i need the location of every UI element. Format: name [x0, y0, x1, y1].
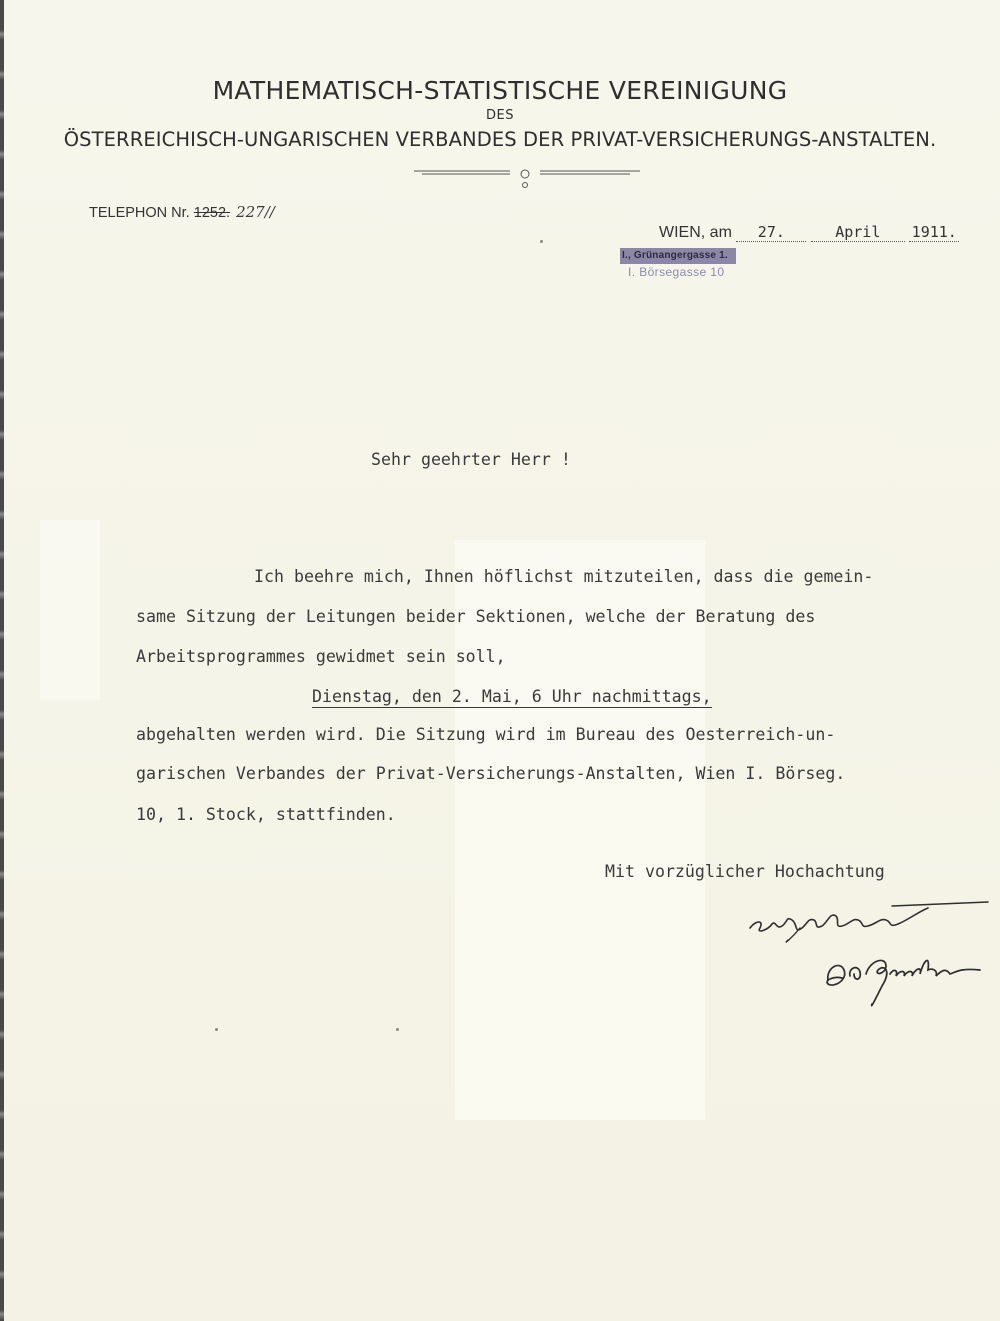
- paper-watermark-left: [40, 520, 100, 700]
- paper-torn-edge: [0, 0, 4, 1321]
- place-date-line: [659, 223, 959, 242]
- telephone-number: [89, 203, 275, 221]
- address-stamp: [620, 247, 736, 280]
- body-line: Arbeitsprogrammes gewidmet sein soll,: [136, 647, 506, 666]
- date-day: 27.: [736, 223, 806, 242]
- body-line: abgehalten werden wird. Die Sitzung wird im Bureau des Oesterreich-un-: [136, 725, 836, 744]
- body-line: Ich beehre mich, Ihnen höflichst mitzuteilen, dass die gemein-: [254, 567, 874, 586]
- place-label: WIEN, am: [659, 224, 732, 241]
- paper-speck: [215, 1028, 218, 1031]
- letterhead-ornament: [412, 163, 642, 191]
- signature-name: [820, 940, 995, 1015]
- body-line: same Sitzung der Leitungen beider Sektionen, welche der Beratung des: [136, 607, 816, 626]
- closing: Mit vorzüglicher Hochachtung: [605, 862, 885, 881]
- body-line: 10, 1. Stock, stattfinden.: [136, 805, 396, 824]
- telephone-old-number: 1252.: [193, 205, 231, 221]
- date-year: 1911.: [909, 223, 959, 242]
- telephone-label: TELEPHON Nr.: [89, 205, 190, 221]
- address-stamp-old: I., Grünangergasse 1.: [620, 248, 736, 264]
- date-month: April: [811, 223, 905, 242]
- paper-speck: [396, 1028, 399, 1031]
- letterhead-subtitle: ÖSTERREICHISCH-UNGARISCHEN VERBANDES DER PRIVAT-VERSICHERUNGS-ANSTALTEN.: [63, 128, 937, 151]
- paper-watermark: [455, 540, 705, 1120]
- salutation: Sehr geehrter Herr !: [371, 450, 571, 469]
- paper-speck: [540, 240, 543, 243]
- telephone-new-number: 227//: [236, 203, 275, 221]
- letterhead-title: MATHEMATISCH-STATISTISCHE VEREINIGUNG: [212, 76, 788, 105]
- body-line: garischen Verbandes der Privat-Versicherungs-Anstalten, Wien I. Börseg.: [136, 764, 846, 783]
- meeting-date-line: Dienstag, den 2. Mai, 6 Uhr nachmittags,: [312, 687, 712, 706]
- letterhead-des: DES: [486, 108, 514, 123]
- address-stamp-new: I. Börsegasse 10: [628, 265, 725, 279]
